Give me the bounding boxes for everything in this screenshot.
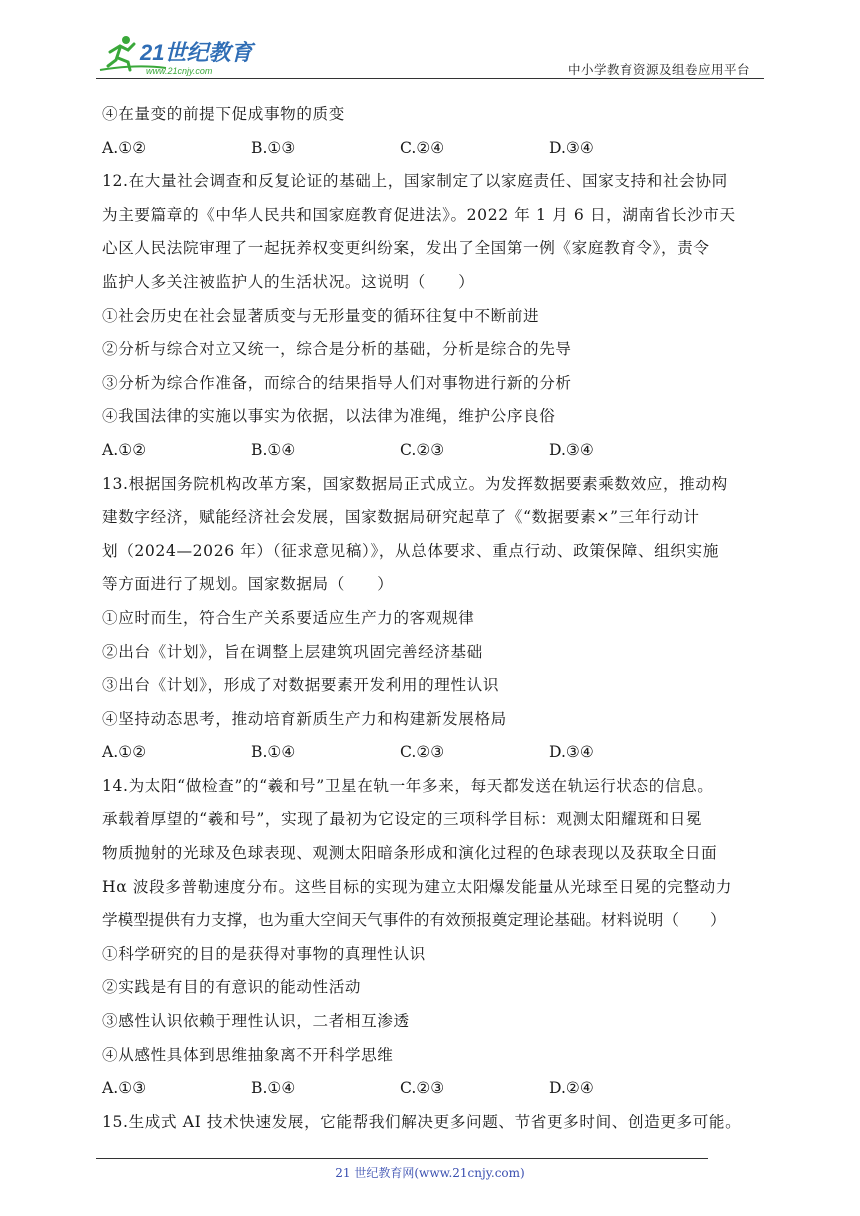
statement-4: ④我国法律的实施以事实为依据，以法律为准绳，维护公序良俗: [102, 407, 556, 426]
text-line: 心区人民法院审理了一起抚养权变更纠纷案，发出了全国第一例《家庭教育令》，责令: [102, 239, 710, 258]
statement-1: ①科学研究的目的是获得对事物的真理性认识: [102, 944, 426, 963]
statement-2: ②分析与综合对立又统一，综合是分析的基础，分析是综合的先导: [102, 340, 572, 359]
site-logo: [96, 30, 256, 78]
logo-title: 21世纪教育: [140, 40, 253, 65]
question-13-text: 13.根据国务院机构改革方案，国家数据局正式成立。为发挥数据要素乘数效应，推动构: [102, 474, 728, 493]
text-line: 等方面进行了规划。国家数据局（ ）: [102, 575, 394, 594]
statement-3: ③出台《计划》，形成了对数据要素开发利用的理性认识: [102, 676, 500, 695]
runner-logo-icon: [96, 30, 256, 78]
text-line: 物质抛射的光球及色球表现、观测太阳暗条形成和演化过程的色球表现以及获取全日面: [102, 844, 718, 863]
text-line: 为主要篇章的《中华人民共和国家庭教育促进法》。2022 年 1 月 6 日，湖南省长沙市天: [102, 205, 736, 224]
statement-4: ④从感性具体到思维抽象离不开科学思维: [102, 1045, 394, 1064]
logo-url: www.21cnjy.com: [146, 66, 213, 76]
text-line: 监护人多关注被监护人的生活状况。这说明（ ）: [102, 272, 475, 291]
text-line: Hα 波段多普勒速度分布。这些目标的实现为建立太阳爆发能量从光球至日冕的完整动力: [102, 877, 733, 896]
option-a[interactable]: A.①③: [102, 1079, 147, 1098]
option-b[interactable]: B.①④: [251, 743, 296, 762]
statement-4: ④坚持动态思考，推动培育新质生产力和构建新发展格局: [102, 709, 507, 728]
option-a[interactable]: A.①②: [102, 138, 147, 157]
option-b[interactable]: B.①③: [251, 138, 296, 157]
option-b[interactable]: B.①④: [251, 440, 296, 459]
text-line: 学模型提供有力支撑，也为重大空间天气事件的有效预报奠定理论基础。材料说明（ ）: [102, 911, 726, 930]
answer-options: [102, 132, 772, 166]
text-line: 承载着厚望的“羲和号”，实现了最初为它设定的三项科学目标：观测太阳耀斑和日冕: [102, 810, 703, 829]
page-header: [96, 30, 760, 78]
text-line: 建数字经济，赋能经济社会发展，国家数据局研究起草了《“数据要素×”三年行动计: [102, 508, 700, 527]
option-d[interactable]: D.②④: [549, 1079, 594, 1098]
statement-1: ①社会历史在社会显著质变与无形量变的循环往复中不断前进: [102, 306, 540, 325]
statement-2: ②实践是有目的有意识的能动性活动: [102, 978, 362, 997]
footer-link[interactable]: 21 世纪教育网(www.21cnjy.com): [335, 1166, 525, 1180]
statement-2: ②出台《计划》，旨在调整上层建筑巩固完善经济基础: [102, 642, 483, 661]
header-divider: [96, 78, 764, 79]
text-line: 划（2024—2026 年）（征求意见稿）》，从总体要求、重点行动、政策保障、组织实施: [102, 541, 719, 560]
question-15-text: 15.生成式 AI 技术快速发展，它能帮我们解决更多问题、节省更多时间、创造更多可能。: [102, 1112, 742, 1131]
option-c[interactable]: C.②③: [400, 1079, 445, 1098]
question-12-text: 12.在大量社会调查和反复论证的基础上，国家制定了以家庭责任、国家支持和社会协同: [102, 172, 728, 191]
footer-divider: [96, 1158, 708, 1159]
option-d[interactable]: D.③④: [549, 138, 594, 157]
question-14-text: 14.为太阳“做检查”的“羲和号”卫星在轨一年多来，每天都发送在轨运行状态的信息。: [102, 776, 714, 795]
option-a[interactable]: A.①②: [102, 743, 147, 762]
option-d[interactable]: D.③④: [549, 440, 594, 459]
option-a[interactable]: A.①②: [102, 440, 147, 459]
option-c[interactable]: C.②③: [400, 440, 445, 459]
answer-options: [102, 434, 772, 468]
text-line: ④在量变的前提下促成事物的质变: [102, 105, 345, 123]
option-c[interactable]: C.②④: [400, 138, 445, 157]
statement-3: ③感性认识依赖于理性认识，二者相互渗透: [102, 1012, 410, 1031]
option-c[interactable]: C.②③: [400, 743, 445, 762]
option-d[interactable]: D.③④: [549, 743, 594, 762]
question-content: [102, 98, 772, 1139]
statement-1: ①应时而生，符合生产关系要适应生产力的客观规律: [102, 608, 475, 627]
option-b[interactable]: B.①④: [251, 1079, 296, 1098]
statement-3: ③分析为综合作准备，而综合的结果指导人们对事物进行新的分析: [102, 373, 572, 392]
answer-options: [102, 736, 772, 770]
answer-options: [102, 1072, 772, 1106]
platform-name: 中小学教育资源及组卷应用平台: [567, 62, 750, 77]
